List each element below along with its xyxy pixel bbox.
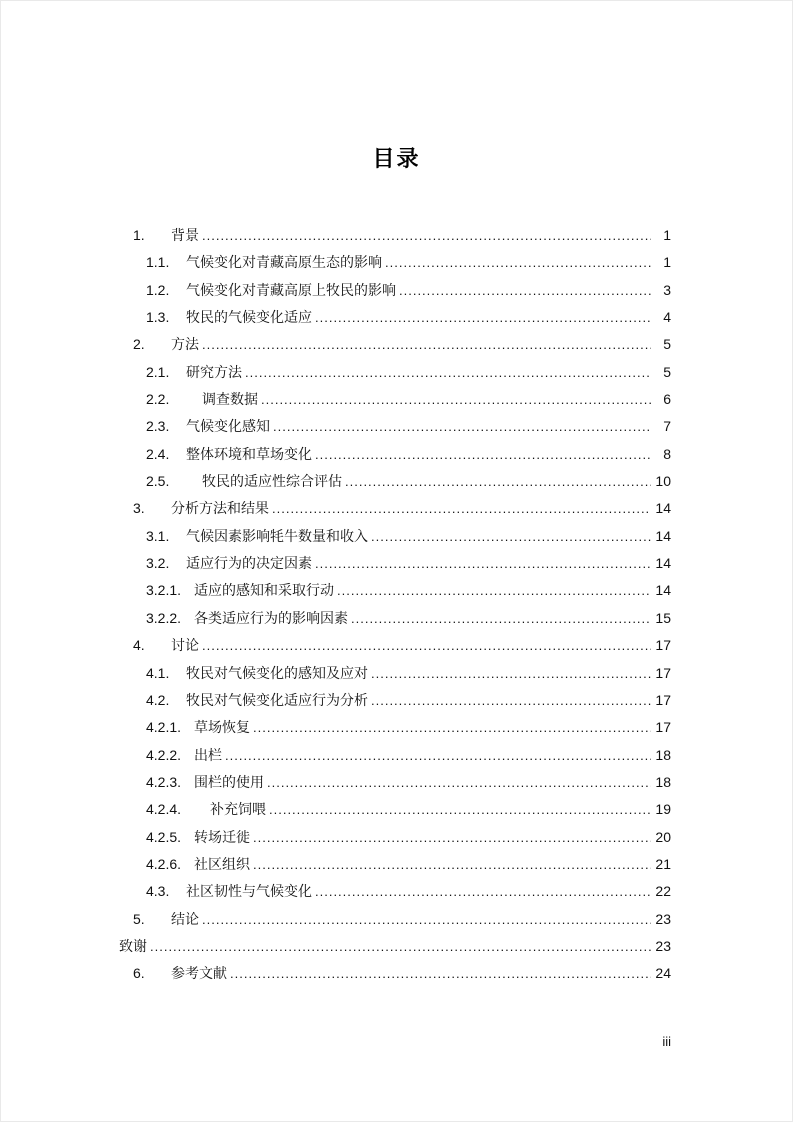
toc-entry-number: 2.2. [146,391,170,408]
toc-entry-page: 5 [663,363,671,380]
toc-entry[interactable] [119,277,671,304]
toc-entry-page: 18 [655,746,671,763]
toc-entry-number: 3.2. [146,555,170,572]
toc-leader-dots [202,222,651,249]
toc-entry[interactable] [119,359,671,386]
toc-entry-label: 研究方法 [186,363,242,380]
toc-leader-dots [225,742,651,769]
toc-entry[interactable] [119,523,671,550]
toc-entry[interactable] [119,906,671,933]
toc-entry[interactable] [119,249,671,276]
toc-entry-page: 7 [663,418,671,435]
toc-entry-label: 牧民的适应性综合评估 [202,473,342,490]
toc-entry[interactable] [119,577,671,604]
toc-leader-dots [351,605,651,632]
toc-entry[interactable] [119,495,671,522]
toc-entry[interactable] [119,742,671,769]
toc-entry-number: 2.3. [146,418,170,435]
toc-entry-page: 3 [663,281,671,298]
toc-entry-page: 8 [663,445,671,462]
toc-entry-page: 22 [655,883,671,900]
toc-entry-label: 牧民的气候变化适应 [186,309,312,326]
toc-entry[interactable] [119,632,671,659]
toc-leader-dots [273,413,651,440]
page-number-footer: iii [662,1034,671,1049]
toc-entry-page: 1 [663,227,671,243]
toc-list [119,222,671,988]
toc-leader-dots [267,769,651,796]
toc-entry-number: 3.2.1. [146,582,182,599]
toc-entry-page: 18 [655,773,671,790]
toc-entry-number: 4.2.4. [146,801,182,818]
toc-entry-page: 1 [663,254,671,271]
toc-entry-label: 各类适应行为的影响因素 [194,609,348,626]
toc-entry-label: 方法 [171,336,199,353]
toc-entry-label: 讨论 [171,637,199,654]
toc-entry-number: 3.1. [146,527,170,544]
toc-entry-label: 调查数据 [202,391,258,408]
toc-leader-dots [202,906,651,933]
toc-entry-page: 21 [655,855,671,872]
toc-entry-number: 2.4. [146,445,170,462]
toc-entry-page: 17 [655,637,671,654]
toc-entry-number: 2.5. [146,473,170,490]
toc-entry-label: 参考文献 [171,965,227,982]
toc-entry-number: 3.2.2. [146,609,182,626]
toc-entry-number: 4.2.3. [146,773,182,790]
toc-leader-dots [253,824,651,851]
toc-entry-label: 分析方法和结果 [171,500,269,517]
toc-entry-label: 气候因素影响牦牛数量和收入 [186,527,368,544]
toc-entry[interactable] [119,851,671,878]
toc-leader-dots [269,796,651,823]
toc-entry-label: 气候变化对青藏高原生态的影响 [186,254,382,271]
toc-entry-page: 24 [655,965,671,982]
toc-entry-page: 10 [655,473,671,490]
toc-entry[interactable] [119,714,671,741]
toc-leader-dots [315,441,651,468]
toc-entry[interactable] [119,304,671,331]
toc-entry-number: 4.2. [146,691,170,708]
toc-entry-page: 23 [655,910,671,927]
toc-entry-label: 围栏的使用 [194,773,264,790]
toc-entry[interactable] [119,331,671,358]
toc-leader-dots [315,304,651,331]
page-title: 目录 [372,146,421,171]
toc-entry[interactable] [119,687,671,714]
toc-entry[interactable] [119,878,671,905]
toc-entry-label: 结论 [171,910,199,927]
toc-entry-label: 适应行为的决定因素 [186,555,312,572]
toc-entry-page: 19 [655,801,671,818]
toc-entry[interactable] [119,222,671,249]
toc-entry-number: 4.2.5. [146,828,182,845]
toc-entry-page: 14 [655,500,671,517]
toc-entry-number: 1.2. [146,281,170,298]
toc-entry-label: 背景 [171,227,199,243]
toc-entry[interactable] [119,441,671,468]
toc-entry-label: 社区组织 [194,855,250,872]
toc-entry-label: 补充饲喂 [210,801,266,818]
toc-entry[interactable] [119,933,671,960]
toc-leader-dots [202,632,651,659]
toc-entry-page: 15 [655,609,671,626]
toc-leader-dots [272,495,651,522]
toc-entry[interactable] [119,468,671,495]
toc-entry-number: 6. [133,965,145,982]
toc-leader-dots [253,714,651,741]
toc-entry-label: 转场迁徙 [194,828,250,845]
toc-leader-dots [245,359,651,386]
toc-entry-label: 草场恢复 [194,719,250,736]
toc-entry-label: 致谢 [119,937,147,954]
toc-entry[interactable] [119,960,671,987]
toc-entry-number: 1.3. [146,309,170,326]
toc-entry-label: 社区韧性与气候变化 [186,883,312,900]
toc-leader-dots [337,577,651,604]
toc-entry-page: 17 [655,691,671,708]
toc-entry[interactable] [119,660,671,687]
toc-entry-label: 气候变化感知 [186,418,270,435]
toc-entry-number: 4.2.1. [146,719,182,736]
toc-entry-number: 4.3. [146,883,170,900]
toc-entry-number: 4.1. [146,664,170,681]
toc-entry-number: 4. [133,637,145,654]
toc-entry-number: 1.1. [146,254,170,271]
toc-leader-dots [371,660,651,687]
toc-entry-page: 14 [655,582,671,599]
toc-entry-page: 14 [655,527,671,544]
toc-entry-page: 20 [655,828,671,845]
toc-entry-page: 17 [655,664,671,681]
toc-entry[interactable] [119,550,671,577]
toc-entry[interactable] [119,413,671,440]
toc-entry-label: 牧民对气候变化的感知及应对 [186,664,368,681]
toc-entry[interactable] [119,386,671,413]
toc-entry-number: 3. [133,500,145,517]
toc-entry-label: 牧民对气候变化适应行为分析 [186,691,368,708]
toc-entry-number: 4.2.6. [146,855,182,872]
toc-leader-dots [345,468,651,495]
toc-leader-dots [150,933,651,960]
toc-leader-dots [371,687,651,714]
toc-leader-dots [315,878,651,905]
toc-leader-dots [385,249,651,276]
toc-entry[interactable] [119,769,671,796]
toc-entry-number: 4.2.2. [146,746,182,763]
toc-entry-page: 23 [655,937,671,954]
toc-leader-dots [371,523,651,550]
toc-entry-page: 5 [663,336,671,353]
toc-leader-dots [399,277,651,304]
toc-entry-number: 2. [133,336,145,353]
toc-entry-page: 6 [663,391,671,408]
toc-entry-number: 1. [133,227,145,243]
toc-entry-label: 整体环境和草场变化 [186,445,312,462]
toc-leader-dots [261,386,651,413]
toc-entry[interactable] [119,605,671,632]
toc-entry[interactable] [119,796,671,823]
toc-entry-number: 5. [133,910,145,927]
toc-entry-page: 4 [663,309,671,326]
toc-leader-dots [253,851,651,878]
toc-entry-label: 适应的感知和采取行动 [194,582,334,599]
toc-entry-number: 2.1. [146,363,170,380]
toc-entry-label: 出栏 [194,746,222,763]
toc-entry-page: 14 [655,555,671,572]
toc-entry-page: 17 [655,719,671,736]
toc-entry-label: 气候变化对青藏高原上牧民的影响 [186,281,396,298]
toc-entry[interactable] [119,824,671,851]
toc-leader-dots [315,550,651,577]
toc-leader-dots [202,331,651,358]
toc-leader-dots [230,960,651,987]
